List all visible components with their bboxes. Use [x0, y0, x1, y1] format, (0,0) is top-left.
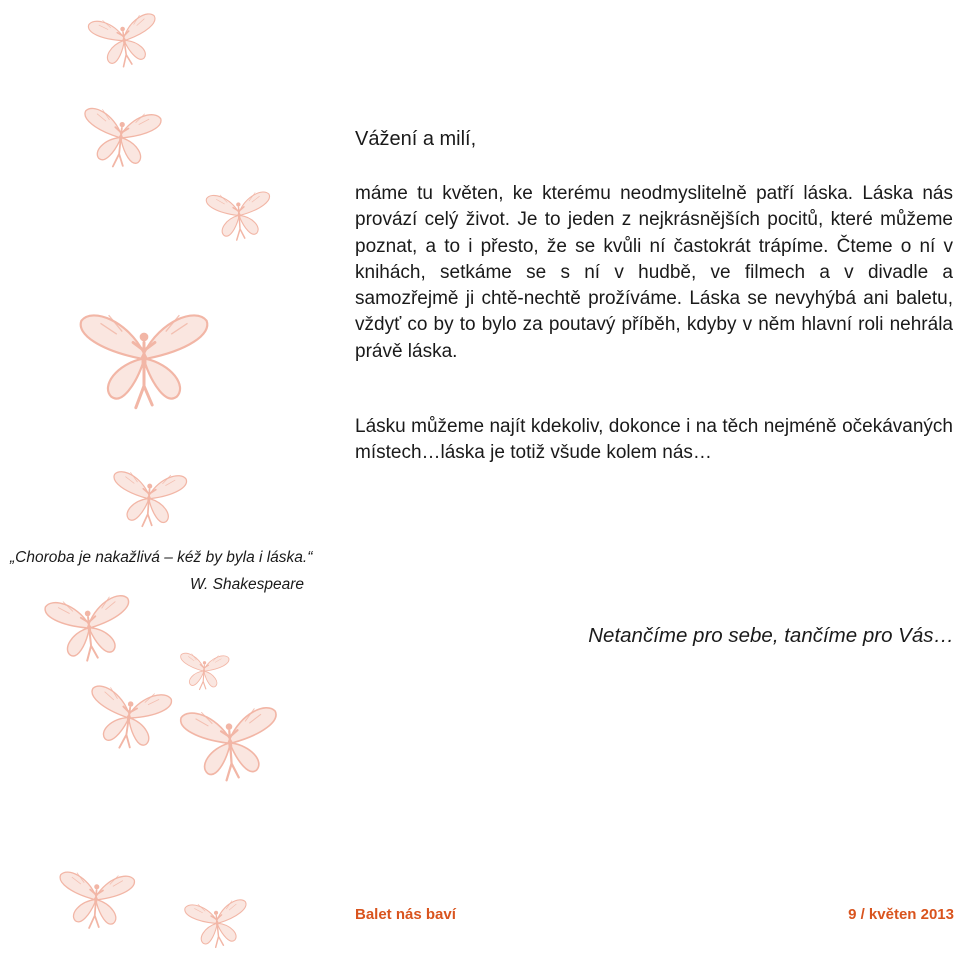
- butterfly-icon: [40, 584, 137, 669]
- quote-text: „Choroba je nakažlivá – kéž by byla i láska.“: [10, 549, 313, 566]
- footer-issue-number: 9 / květen 2013: [848, 906, 954, 923]
- butterfly-icon: [177, 646, 232, 694]
- motto: Netančíme pro sebe, tančíme pro Vás…: [588, 624, 954, 647]
- butterfly-icon: [76, 96, 165, 176]
- greeting: Vážení a milí,: [355, 128, 477, 150]
- butterfly-icon: [84, 3, 164, 74]
- butterfly-icon: [76, 300, 212, 412]
- butterfly-icon: [203, 184, 275, 245]
- butterfly-icon: [108, 461, 190, 532]
- paragraph-2: Lásku můžeme najít kdekoliv, dokonce i na těch nejméně očekávaných místech…láska je totiž všude kolem nás…: [355, 416, 953, 464]
- paragraph-1: máme tu květen, ke kterému neodmyslitelně patří láska. Láska nás provází celý život. Je to jeden z nejkrásnějších pocitů, které můžeme poznat, a to i přesto, že se kvůli ní častokrát trápíme. Čteme o ní v knihách, setkáme se s ní v hudbě, ve filmech a v divadle a samozřejmě ji chtě-nechtě prožíváme. Láska se nevyhýbá ani baletu, vždyť co by to bylo za poutavý příběh, kdyby v něm hlavní roli nehrála právě láska.: [355, 183, 953, 362]
- butterfly-icon: [38, 862, 154, 934]
- quote-author: W. Shakespeare: [189, 576, 304, 593]
- footer-publication-title: Balet nás baví: [355, 906, 456, 923]
- butterfly-icon: [181, 891, 252, 954]
- butterfly-icon: [161, 695, 298, 786]
